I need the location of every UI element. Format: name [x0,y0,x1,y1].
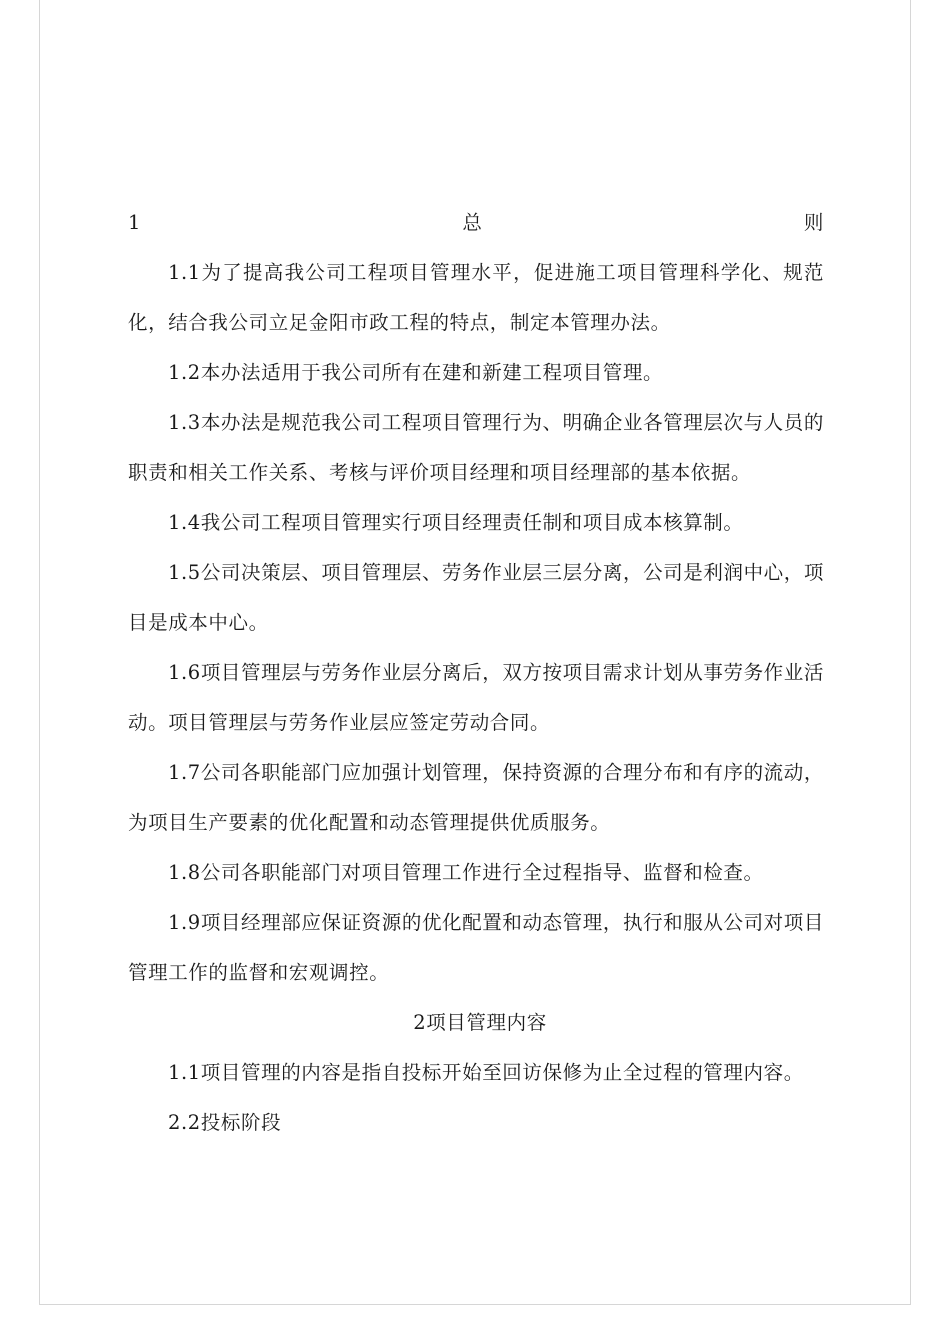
section-2-heading: 2项目管理内容 [413,1011,547,1034]
section-1-title-char-2: 则 [803,211,824,234]
section-1-number: 1 [128,211,142,234]
paragraph-1-6: 1.6项目管理层与劳务作业层分离后，双方按项目需求计划从事劳务作业活动。项目管理层与劳务作业层应签定劳动合同。 [128,661,824,734]
section-1-title-char-1: 总 [462,211,483,234]
document-content [128,205,824,1148]
paragraph-1-9: 1.9项目经理部应保证资源的优化配置和动态管理，执行和服从公司对项目管理工作的监督和宏观调控。 [128,911,824,984]
paragraph-1-1: 1.1为了提高我公司工程项目管理水平，促进施工项目管理科学化、规范化，结合我公司立足金阳市政工程的特点，制定本管理办法。 [128,261,824,334]
section-1-heading [128,205,824,241]
document-page [39,0,911,1305]
paragraph-1-4: 1.4我公司工程项目管理实行项目经理责任制和项目成本核算制。 [168,511,744,534]
paragraph-1-8: 1.8公司各职能部门对项目管理工作进行全过程指导、监督和检查。 [168,861,764,884]
paragraph-2-2: 2.2投标阶段 [168,1111,282,1134]
paragraph-2-1: 1.1项目管理的内容是指自投标开始至回访保修为止全过程的管理内容。 [168,1061,804,1084]
paragraph-1-7: 1.7公司各职能部门应加强计划管理，保持资源的合理分布和有序的流动，为项目生产要素的优化配置和动态管理提供优质服务。 [128,761,824,834]
paragraph-1-3: 1.3本办法是规范我公司工程项目管理行为、明确企业各管理层次与人员的职责和相关工作关系、考核与评价项目经理和项目经理部的基本依据。 [128,411,824,484]
paragraph-1-5: 1.5公司决策层、项目管理层、劳务作业层三层分离，公司是利润中心，项目是成本中心。 [128,561,824,634]
paragraph-1-2: 1.2本办法适用于我公司所有在建和新建工程项目管理。 [168,361,664,384]
